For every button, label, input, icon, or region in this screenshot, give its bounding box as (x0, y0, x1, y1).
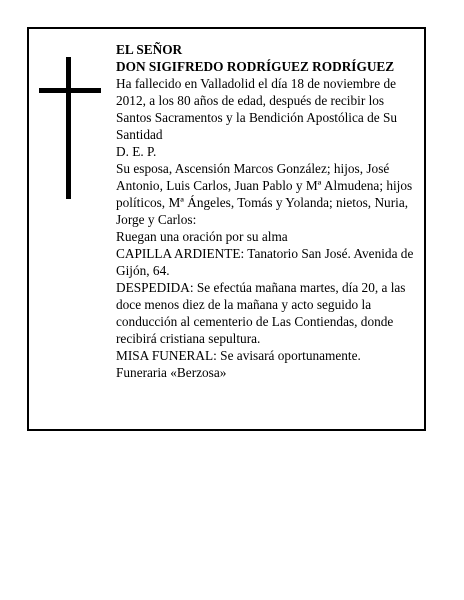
prayer-request: Ruegan una oración por su alma (116, 229, 288, 244)
obituary-text (116, 41, 418, 381)
chapel-info: CAPILLA ARDIENTE: Tanatorio San José. Avenida de Gijón, 64. (116, 246, 414, 278)
rest-in-peace: D. E. P. (116, 144, 157, 159)
obituary-title: EL SEÑOR (116, 42, 183, 57)
funeral-home: Funeraria «Berzosa» (116, 365, 227, 380)
family-members: Su esposa, Ascensión Marcos González; hijos, José Antonio, Luis Carlos, Juan Pablo y Mª Almudena; hijos políticos, Mª Ángeles, Tomás y Yolanda; nietos, Nuria, Jorge y Carlos: (116, 161, 413, 227)
obituary-notice (27, 27, 426, 431)
funeral-mass-info: MISA FUNERAL: Se avisará oportunamente. (116, 348, 361, 363)
death-details: Ha fallecido en Valladolid el día 18 de noviembre de 2012, a los 80 años de edad, después de recibir los Santos Sacramentos y la Bendición Apostólica de Su Santidad (116, 76, 398, 142)
farewell-info: DESPEDIDA: Se efectúa mañana martes, día 20, a las doce menos diez de la mañana y acto seguido la conducción al cementerio de Las Contiendas, donde recibirá cristiana sepultura. (116, 280, 406, 346)
cross-horizontal-bar (39, 88, 101, 93)
cross-icon (39, 57, 101, 199)
cross-vertical-bar (66, 57, 71, 199)
deceased-name: DON SIGIFREDO RODRÍGUEZ RODRÍGUEZ (116, 59, 395, 74)
